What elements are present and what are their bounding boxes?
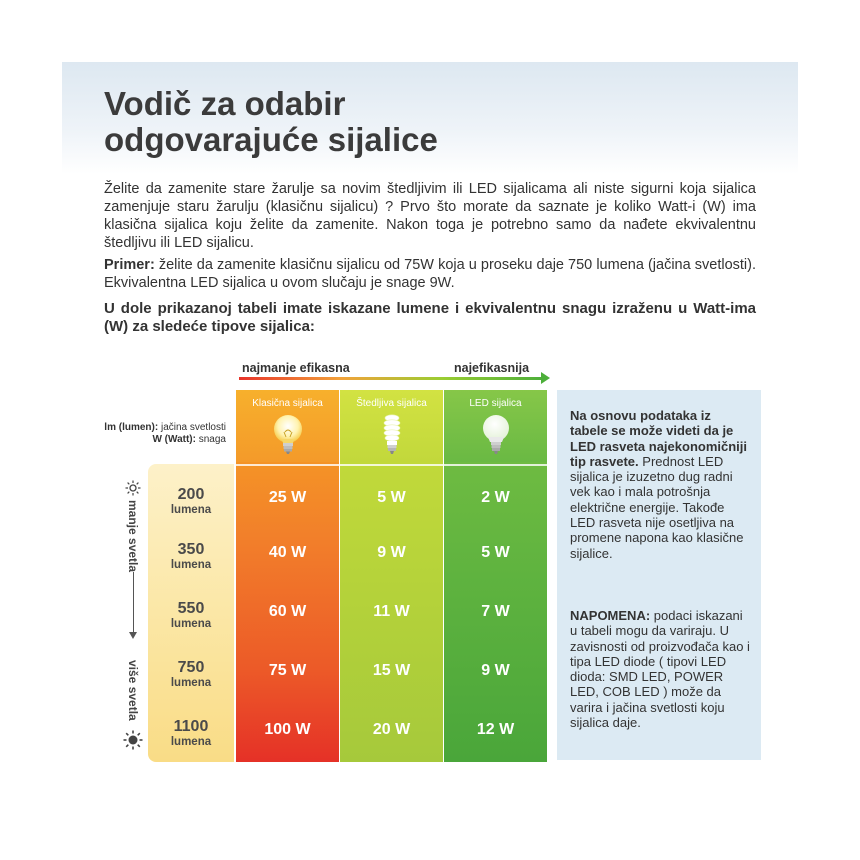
small-sun-icon bbox=[125, 480, 141, 496]
column-saver bbox=[340, 390, 443, 762]
lumen-value: 550 bbox=[177, 600, 205, 617]
lumen-unit: lumena bbox=[170, 677, 212, 689]
note-text: podaci iskazani u tabeli mogu da variraju. U zavisnosti od proizvođača kao i tipa LED diode ( tipovi LED dioda: SMD LED, POWER LED, COB LED ) može da varira i jačina svetlosti koju sijalica daje. bbox=[570, 608, 750, 731]
efficiency-high-label: najefikasnija bbox=[454, 361, 530, 375]
legend-lumen-label: lm (lumen): bbox=[104, 422, 159, 433]
legend-watt-label: W (Watt): bbox=[152, 434, 196, 445]
cell-saver-2: 9 W bbox=[377, 544, 406, 561]
lumen-value: 1100 bbox=[173, 718, 209, 735]
cfl-bulb-icon bbox=[373, 412, 411, 456]
column-label-led: LED sijalica bbox=[469, 398, 522, 409]
lumen-row-2 bbox=[148, 541, 234, 572]
lumen-row-4 bbox=[148, 659, 234, 690]
header-separator bbox=[340, 464, 443, 466]
efficiency-arrow-head bbox=[541, 372, 550, 384]
legend bbox=[70, 422, 226, 446]
incandescent-bulb-icon bbox=[269, 412, 307, 456]
cell-saver-5: 20 W bbox=[372, 721, 411, 738]
cell-led-1: 2 W bbox=[481, 489, 510, 506]
cell-led-5: 12 W bbox=[476, 721, 515, 738]
example-text: želite da zamenite klasičnu sijalicu od 75W koja u proseku daje 750 lumena (jačina svetlosti). Ekvivalentna LED sijalica u ovom slučaju je snage 9W. bbox=[104, 257, 756, 291]
cell-led-2: 5 W bbox=[481, 544, 510, 561]
column-classic bbox=[236, 390, 339, 762]
cell-led-3: 7 W bbox=[481, 603, 510, 620]
lumen-value: 750 bbox=[177, 659, 205, 676]
column-label-classic: Klasična sijalica bbox=[252, 398, 323, 409]
title-line-1: Vodič za odabir bbox=[104, 85, 346, 122]
column-header-classic bbox=[236, 390, 339, 462]
page-title bbox=[104, 86, 438, 158]
efficiency-arrow bbox=[239, 377, 544, 380]
lumen-value: 200 bbox=[177, 486, 205, 503]
lumen-row-5 bbox=[148, 718, 234, 749]
lumen-row-3 bbox=[148, 600, 234, 631]
axis-more-light: više svetla bbox=[126, 660, 140, 721]
title-line-2: odgovarajuće sijalice bbox=[104, 121, 438, 158]
legend-lumen-text: jačina svetlosti bbox=[158, 422, 226, 433]
intro-paragraph: Želite da zamenite stare žarulje sa novim štedljivim ili LED sijalicama ali niste sigurni koja sijalica zamenjuje staru žarulju (klasičnu sijalicu) ? Prvo što morate da saznate je koliko Watt-i (W) ima klasična sijalica koju želite da zamenite. Nakon toga je potrebno samo da nađete ekvivalentnu štedljivu ili LED sijalicu. bbox=[104, 181, 756, 251]
example-label: Primer: bbox=[104, 257, 155, 273]
cell-saver-3: 11 W bbox=[373, 603, 410, 620]
header-separator bbox=[236, 464, 339, 466]
legend-watt bbox=[70, 434, 226, 446]
lumen-unit: lumena bbox=[170, 736, 212, 748]
info-text bbox=[570, 408, 750, 561]
header-separator bbox=[444, 464, 547, 466]
legend-watt-text: snaga bbox=[195, 434, 226, 445]
lumen-unit: lumena bbox=[170, 618, 212, 630]
axis-arrow-head bbox=[129, 632, 137, 639]
column-header-saver bbox=[340, 390, 443, 462]
cell-classic-1: 25 W bbox=[268, 489, 307, 506]
cell-saver-1: 5 W bbox=[377, 489, 406, 506]
axis-line bbox=[133, 572, 134, 634]
led-bulb-icon bbox=[477, 412, 515, 456]
note-label: NAPOMENA: bbox=[570, 608, 651, 623]
lumen-row-1 bbox=[148, 486, 234, 517]
legend-lumen bbox=[70, 422, 226, 434]
column-label-saver: Štedljiva sijalica bbox=[356, 398, 427, 409]
table-intro: U dole prikazanoj tabeli imate iskazane lumene i ekvivalentnu snagu izraženu u Watt-ima (W) za sledeće tipove sijalica: bbox=[104, 300, 756, 335]
cell-saver-4: 15 W bbox=[372, 662, 411, 679]
column-header-led bbox=[444, 390, 547, 462]
lumen-value: 350 bbox=[177, 541, 205, 558]
cell-classic-3: 60 W bbox=[268, 603, 307, 620]
lumen-unit: lumena bbox=[170, 504, 212, 516]
cell-classic-2: 40 W bbox=[268, 544, 307, 561]
big-sun-icon bbox=[123, 730, 143, 750]
example-paragraph bbox=[104, 256, 756, 292]
info-note bbox=[570, 608, 750, 730]
info-bold-text: Na osnovu podataka iz tabele se može videti da je LED rasveta najekonomičniji tip rasvete. bbox=[570, 408, 748, 469]
cell-classic-5: 100 W bbox=[264, 721, 311, 738]
column-led bbox=[444, 390, 547, 762]
lumen-unit: lumena bbox=[170, 559, 212, 571]
axis-less-light: manje svetla bbox=[126, 500, 140, 573]
info-body-text: Prednost LED sijalica je izuzetno dug radni vek kao i mala potrošnja električne energije. Takođe LED rasveta nije osetljiva na promene napona kao klasične sijalice. bbox=[570, 453, 744, 561]
cell-led-4: 9 W bbox=[481, 662, 510, 679]
cell-classic-4: 75 W bbox=[268, 662, 307, 679]
efficiency-low-label: najmanje efikasna bbox=[242, 361, 350, 375]
